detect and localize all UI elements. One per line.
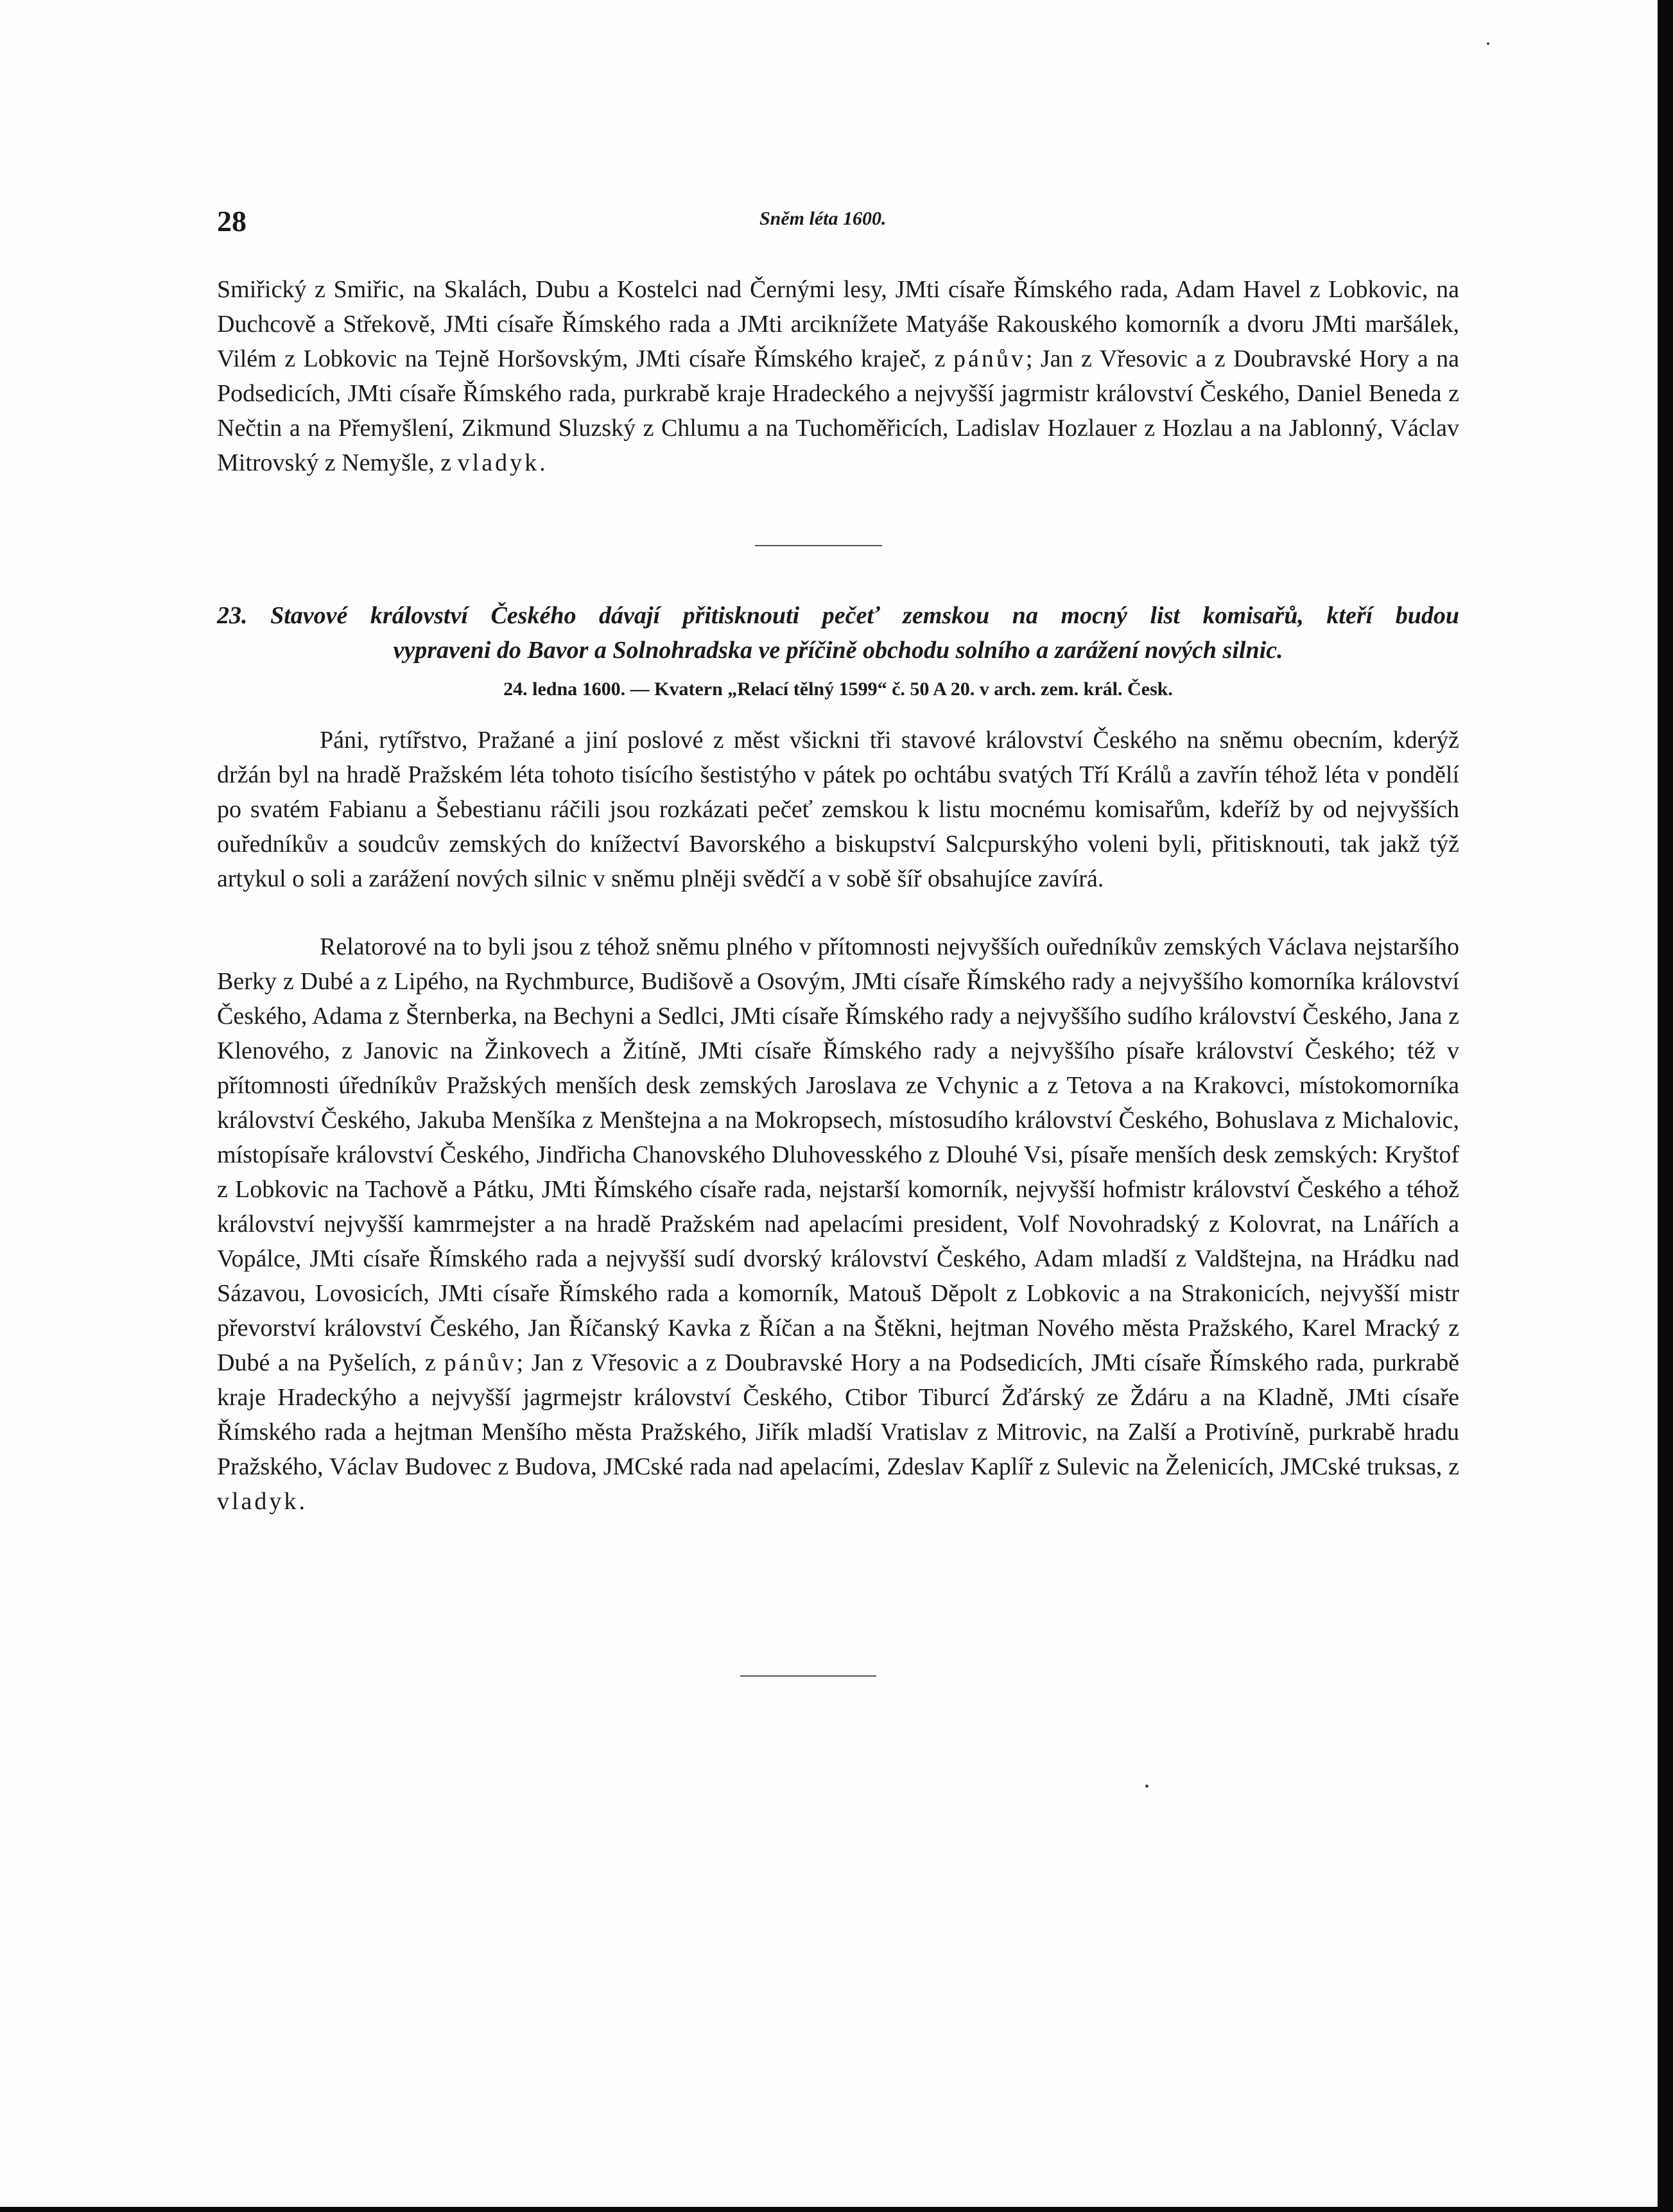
continuation-spaced-2: vladyk — [457, 449, 540, 476]
page-number: 28 — [217, 205, 247, 238]
scan-border-right — [1658, 0, 1673, 2212]
body-paragraph-2-spaced-1: pánův — [444, 1349, 517, 1376]
body-paragraph-2-spaced-2: vladyk — [217, 1488, 299, 1515]
body-paragraph-2-text: Relatorové na to byli jsou z téhož sněmu plného v přítomnosti nejvyšších ouředníkův zemských Václava nejstaršího Berky z Dubé a z Lipého, na Rychmburce, Budišově a Osovým, JMti císaře Římského rady a nejvyššího komorníka království Českého, Adama z Šternberka, na Bechyni a Sedlci, JMti císaře Římského rady a nejvyššího sudího království Českého, Jana z Klenového, z Janovic na Žinkovech a Žitíně, JMti císaře Římského rady a nejvyššího písaře království Českého; též v přítomnosti úředníkův Pražských menších desk zemských Jaroslava ze Vchynic a z Tetova a na Krakovci, místokomorníka království Českého, Jakuba Menšíka z Menštejna a na Mokropsech, místosudího království Českého, Bohuslava z Michalovic, místopísaře království Českého, Jindřicha Chanovského Dluhovesského z Dlouhé Vsi, písaře menších desk zemských: Kryštof z Lobkovic na Tachově a Pátku, JMti Římského císaře rada, nejstarší komorník, nejvyšší hofmistr království Českého a téhož království nejvyšší kamrmejster a na hradě Pražském nad apelacími president, Volf Novohradský z Kolovrat, na Lnářích a Vopálce, JMti císaře Římského rada a nejvyšší sudí dvorský království Českého, Adam mladší z Valdštejna, na Hrádku nad Sázavou, Lovosicích, JMti císaře Římského rada a komorník, Matouš Děpolt z Lobkovic a na Strakonicích, nejvyšší mistr převorství království Českého, Jan Říčanský Kavka z Říčan a na Štěkni, hejtman Nového města Pražského, Karel Mracký z Dubé a na Pyšelích, z — [217, 933, 1459, 1376]
body-paragraph-1: Páni, rytířstvo, Pražané a jiní poslové z měst všickni tři stavové království Českého na sněmu obecním, kderýž držán byl na hradě Pražském léta tohoto tisícího šestistýho v pátek po ochtábu svatých Tří Králů a zavřín téhož léta v pondělí po svatém Fabianu a Šebestianu ráčili jsou rozkázati pečeť zemskou k listu mocnému komisařům, kdeříž by od nejvyšších ouředníkův a soudcův zemských do knížectví Bavorského a biskupství Salcpurskýho voleni byli, přitisknouti, tak jakž týž artykul o soli a zarážení nových silnic v sněmu plněji svědčí a v sobě šíř obsahujíce zavírá. — [217, 727, 1459, 892]
scan-speck — [1487, 42, 1489, 45]
continuation-paragraph — [217, 272, 1459, 480]
section-heading — [217, 598, 1459, 668]
scan-speck — [1145, 1784, 1149, 1788]
body-paragraph-2-text-2: ; Jan z Vřesovic a z Doubravské Hory a na Podsedicích, JMti císaře Římského rada, purkrabě kraje Hradeckýho a nejvyšší jagrmejstr království Českého, Ctibor Tiburcí Žďárský ze Ždáru a na Kladně, JMti císaře Římského rada a hejtman Menšího města Pražského, Jiřík mladší Vratislav z Mitrovic, na Zalší a Protivíně, purkrabě hradu Pražského, Václav Budovec z Budova, JMCské rada nad apelacími, Zdeslav Kaplíř z Sulevic na Želenicích, JMCské truksas, z — [217, 1349, 1459, 1480]
section-heading-line-1 — [217, 598, 1459, 633]
body-paragraph-2 — [217, 929, 1459, 1519]
section-divider — [755, 545, 882, 546]
section-heading-text-1: Stavové království Českého dávají přitisknouti pečeť zemskou na mocný list komisařů, kteří budou — [270, 602, 1459, 629]
running-head-title: Sněm léta 1600. — [759, 208, 887, 229]
section-heading-line-2: vypraveni do Bavor a Solnohradska ve příčině obchodu solního a zarážení nových silnic. — [393, 637, 1283, 664]
continuation-end: . — [539, 449, 546, 476]
running-head — [217, 204, 1459, 243]
source-note: 24. ledna 1600. — Kvatern „Relací tělný 1599“ č. 50 A 20. v arch. zem. král. Česk. — [503, 678, 1173, 700]
continuation-spaced-1: pánův — [953, 345, 1026, 372]
continuation-text: Smiřický z Smiřic, na Skalách, Dubu a Kostelci nad Černými lesy, JMti císaře Římského rada, Adam Havel z Lobkovic, na Duchcově a Střekově, JMti císaře Římského rada a JMti arciknížete Matyáše Rakouského komorník a dvoru JMti maršálek, Vilém z Lobkovic na Tejně Horšovským, JMti císaře Římského kraječ, z — [217, 276, 1459, 372]
end-divider — [740, 1675, 876, 1677]
section-number: 23. — [217, 602, 248, 629]
continuation-text-2: ; Jan z Vřesovic a z Doubravské Hory a na Podsedicích, JMti císaře Římského rada, purkrabě kraje Hradeckého a nejvyšší jagrmistr království Českého, Daniel Beneda z Nečtin a na Přemyšlení, Zikmund Sluzský z Chlumu a na Tuchoměřicích, Ladislav Hozlauer z Hozlau a na Jablonný, Václav Mitrovský z Nemyšle, z — [217, 345, 1459, 476]
body-paragraph-2-end: . — [299, 1488, 305, 1515]
scan-border-bottom — [0, 2207, 1673, 2212]
